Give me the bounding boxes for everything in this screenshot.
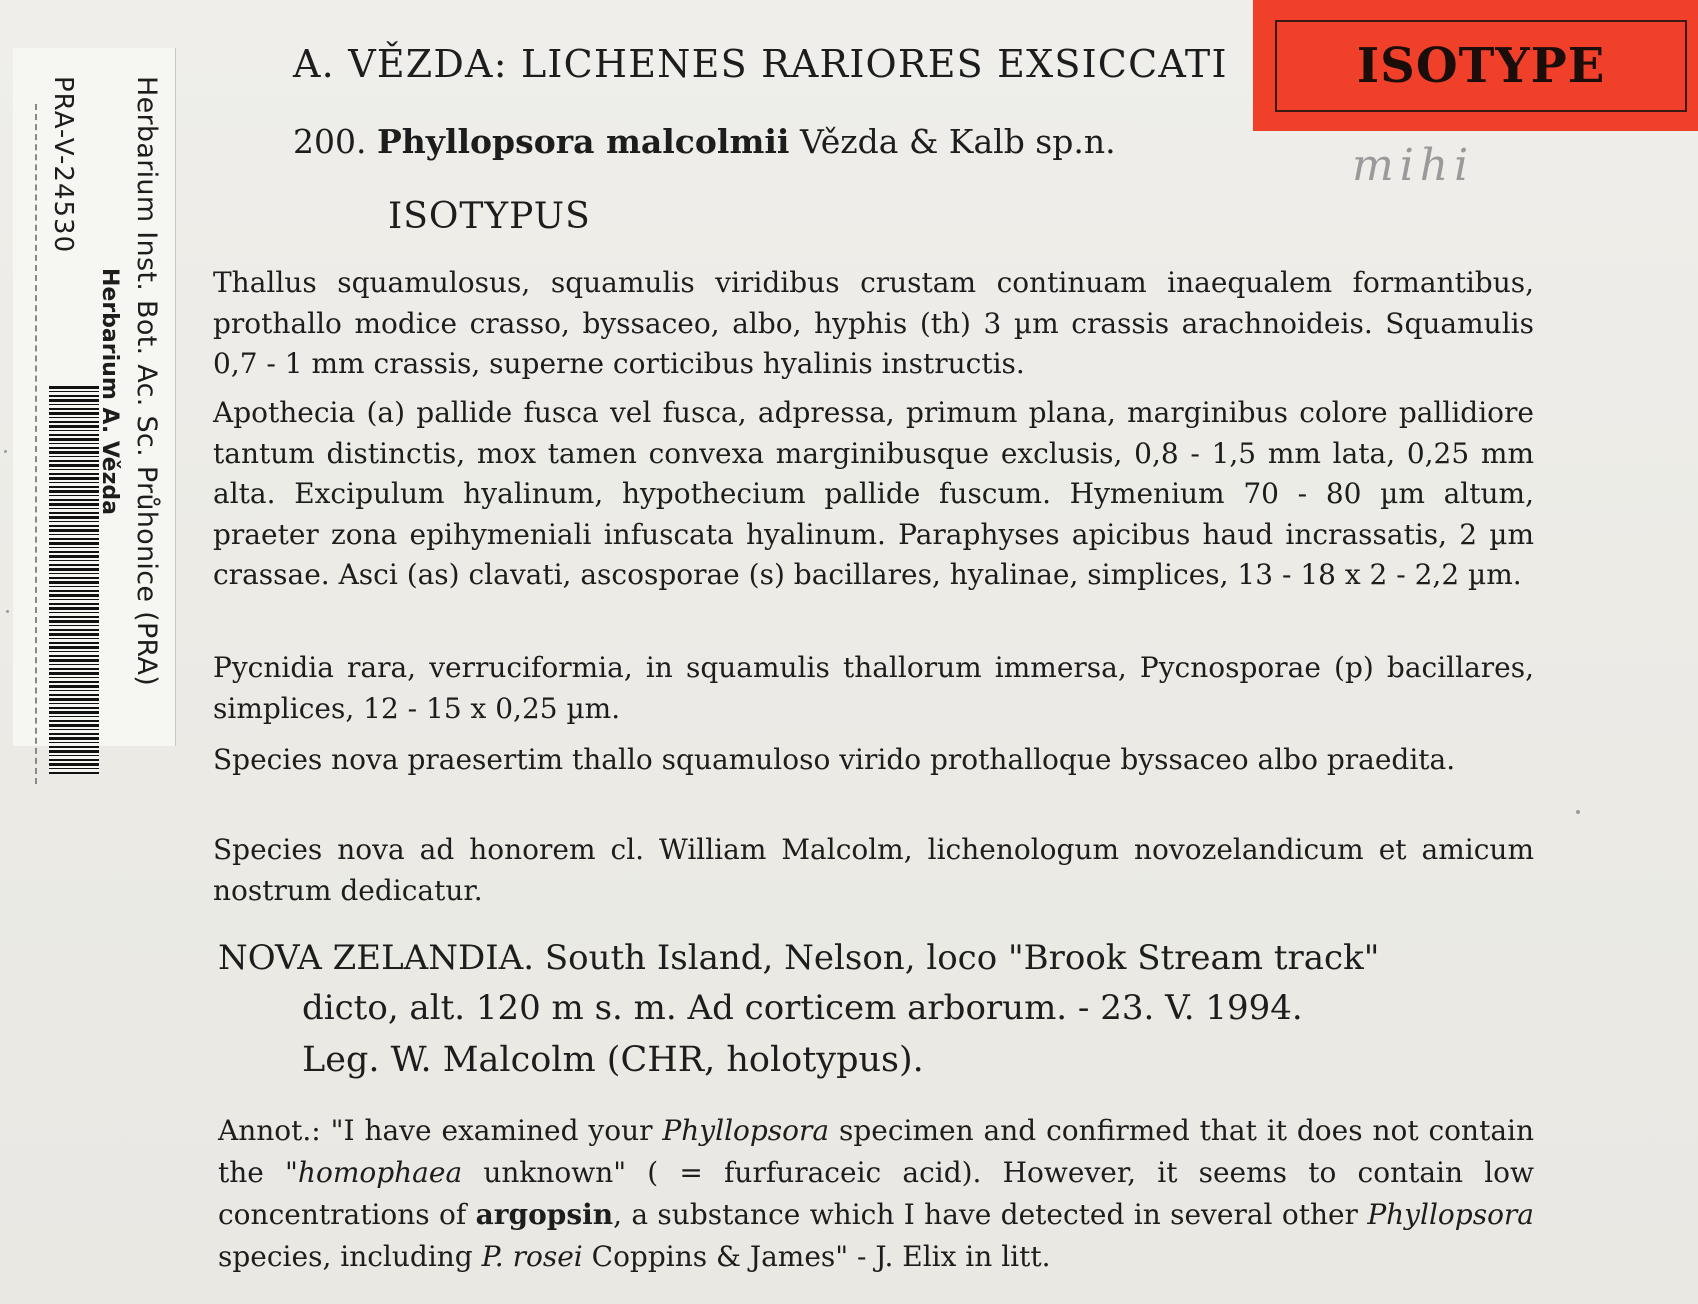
species-line xyxy=(293,122,1116,161)
annot-part: , a substance which I have detected in several other xyxy=(613,1198,1368,1231)
annot-species-rosei: P. rosei xyxy=(481,1240,583,1273)
type-status: ISOTYPUS xyxy=(388,196,591,237)
annotation-paragraph xyxy=(218,1110,1534,1278)
isotype-stamp xyxy=(1253,0,1698,131)
institution-name: Herbarium Inst. Bot. Ac. Sc. Průhonice (PRA) xyxy=(131,76,162,687)
specimen-code: PRA-V-24530 xyxy=(48,76,78,254)
collector: Leg. W. Malcolm (CHR, holotypus). xyxy=(302,1040,924,1080)
etymology: Species nova ad honorem cl. William Malcolm, lichenologum novozelandicum et amicum nostrum dedicatur. xyxy=(213,833,1534,907)
diagnosis: Species nova praesertim thallo squamuloso virido prothalloque byssaceo albo praedita. xyxy=(213,743,1456,776)
description-apothecia: Apothecia (a) pallide fusca vel fusca, adpressa, primum plana, marginibus colore pallidiore tantum distinctis, mox tamen convexa marginibusque exclusis, 0,8 - 1,5 mm lata, 0,25 mm alta. Excipulum hyalinum, hypothecium pallide fuscum. Hymenium 70 - 80 µm altum, praeter zona epihymeniali infuscata hyalinum. Paraphyses apicibus haud incrassatis, 2 µm crassae. Asci (as) clavati, ascosporae (s) bacillares, hyalinae, simplices, 13 - 18 x 2 - 2,2 µm. xyxy=(213,396,1534,591)
description-pycnidia: Pycnidia rara, verruciformia, in squamulis thallorum immersa, Pycnosporae (p) bacillares, simplices, 12 - 15 x 0,25 µm. xyxy=(213,651,1534,725)
handwritten-note: mihi xyxy=(1352,140,1475,191)
exsiccata-number: 200. xyxy=(293,122,367,161)
annot-part: Annot.: "I have examined your xyxy=(218,1114,663,1147)
species-name: Phyllopsora malcolmii xyxy=(376,122,790,161)
paper-speck xyxy=(6,610,9,613)
isotype-stamp-label: ISOTYPE xyxy=(1356,38,1606,94)
annot-part: species, including xyxy=(218,1240,482,1273)
annot-homophaea: homophaea xyxy=(297,1156,463,1189)
annot-genus: Phyllopsora xyxy=(662,1114,830,1147)
annot-part: unknown" ( = furfuraceic acid). However, it seems to contain low concentrations of xyxy=(218,1156,1534,1231)
isotype-stamp-border xyxy=(1275,20,1687,112)
series-title: A. VĚZDA: LICHENES RARIORES EXSICCATI xyxy=(293,42,1228,86)
side-label xyxy=(13,48,176,746)
barcode xyxy=(49,386,99,774)
species-authors: Vězda & Kalb sp.n. xyxy=(799,122,1116,161)
herbarium-name: Herbarium A. Vězda xyxy=(97,268,122,516)
description-thallus: Thallus squamulosus, squamulis viridibus crustam continuam inaequalem formantibus, prothallo modice crasso, byssaceo, albo, hyphis (th) 3 µm crassis arachnoideis. Squamulis 0,7 - 1 mm crassis, superne corticibus hyalinis instructis. xyxy=(213,266,1534,380)
annot-part: Coppins & James" - J. Elix in litt. xyxy=(582,1240,1051,1273)
locality-line-1: NOVA ZELANDIA. South Island, Nelson, loco "Brook Stream track" xyxy=(218,938,1380,978)
annot-genus: Phyllopsora xyxy=(1367,1198,1534,1231)
perforation-line xyxy=(35,104,37,784)
paper-speck xyxy=(4,450,7,453)
paper-speck xyxy=(1576,810,1580,814)
annot-part: specimen and confirmed that it does not contain the " xyxy=(218,1114,1535,1189)
locality-line-2: dicto, alt. 120 m s. m. Ad corticem arborum. - 23. V. 1994. xyxy=(302,988,1303,1028)
annot-argopsin: argopsin xyxy=(475,1198,614,1231)
